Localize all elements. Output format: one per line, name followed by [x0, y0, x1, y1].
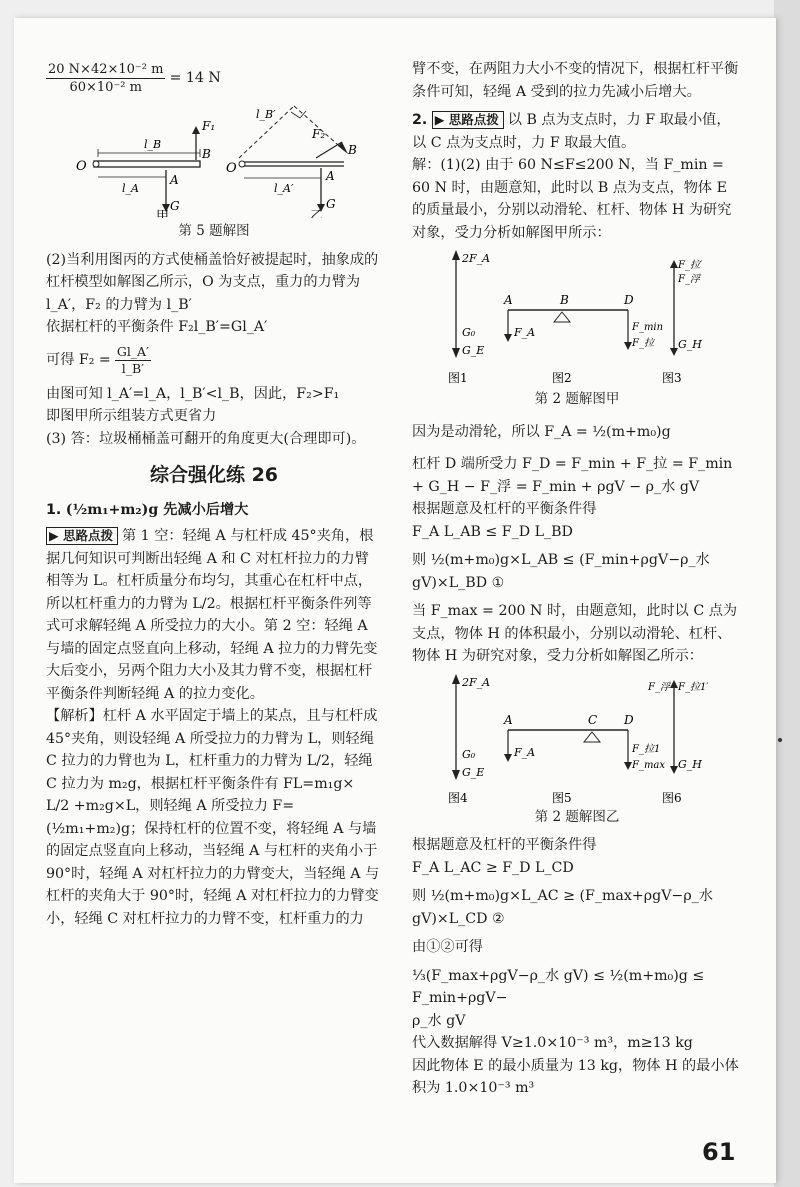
figA-FA: F_A: [514, 326, 536, 339]
q2-hint: [412, 109, 742, 154]
fig5-label-F2: F₂: [312, 127, 326, 141]
q1-hint-badge: ▶ 思路点拨: [46, 527, 118, 545]
figA-GH: G_H: [678, 338, 702, 351]
figure-2-jia-caption: 第 2 题解图甲: [534, 391, 620, 407]
left-paragraph-6: 即图甲所示组装方式更省力: [46, 408, 217, 424]
left-column: [46, 58, 382, 930]
fig5-label-Op: O: [226, 161, 237, 176]
q1-hint-text: 第 1 空：轻绳 A 与杠杆成 45°夹角，根据几何知识可判断出轻绳 A 和 C 对杠杆拉力的力臂相等为 L。杠杆质量分布均匀，其重心在杠杆中点，所以杠杆重力的力臂为 L/2。根据杠杆平衡条件列等式可求解轻绳 A 所受拉力的大小。第 2 空：轻绳 A 与墙的固定点竖直向上移动，轻绳 A 拉力的力臂先变大后变小，另两个阻力大小及其力臂不变，根据杠杆平衡条件判断轻绳 A 的拉力变化。: [46, 528, 378, 702]
right-line-1: 因为是动滑轮，所以 F_A = ½(m+m₀)g: [412, 423, 671, 440]
right-line-3: 根据题意及杠杆的平衡条件得: [412, 501, 597, 517]
right-line-8: F_A L_AC ≥ F_D L_CD: [412, 859, 574, 876]
eq-f2-numerator: Gl_A′: [116, 344, 149, 359]
right-line-9: 则 ½(m+m₀)g×L_AC ≥ (F_max+ρgV−ρ_水 gV)×L_CD ②: [412, 888, 713, 927]
q1-number: 1.: [46, 501, 62, 518]
figA-G0: G₀: [462, 326, 476, 339]
q1-hint-badge-label: 思路点拨: [62, 528, 113, 543]
figure-5-svg: [46, 98, 382, 218]
figure-2-yi-caption: 第 2 题解图乙: [534, 808, 620, 825]
fig5-label-lA: l_A: [122, 182, 139, 195]
figA-B: B: [560, 293, 569, 307]
fig5-label-lBp: l_B′: [256, 108, 276, 121]
q2-number: 2.: [412, 112, 428, 128]
figB-Fla1: F_拉1: [632, 743, 661, 755]
figure-5-caption: 第 5 题解图: [178, 223, 250, 239]
fig5-label-Gp: G: [326, 197, 336, 211]
right-column: [412, 58, 742, 1100]
q2-hint-badge-label: 思路点拨: [448, 112, 499, 127]
figA-t2: 图2: [552, 371, 572, 385]
figA-Fmin: F_min: [632, 322, 664, 333]
figB-2FA: 2F_A: [462, 675, 491, 689]
page-number: 61: [702, 1138, 736, 1166]
right-line-10: 由①②可得: [412, 939, 483, 955]
figB-t4: 图4: [448, 790, 468, 805]
left-paragraph-3: 依据杠杆的平衡条件 F₂l_B′=Gl_A′: [46, 319, 268, 335]
figure-2-jia-svg: [412, 244, 742, 392]
right-line-11: ⅓(F_max+ρgV−ρ_水 gV) ≤ ½(m+m₀)g ≤ F_min+ρgV−: [412, 967, 705, 1006]
left-equation-f2: [46, 339, 382, 383]
figB-t6: 图6: [662, 790, 682, 805]
q1-analysis: 【解析】杠杆 A 水平固定于墙上的某点，且与杠杆成 45°夹角，则设轻绳 A 所受拉力的力臂为 L，则轻绳 C 拉力的力臂也为 L，杠杆重力的力臂为 L/2，轻绳 C 拉力为 m₂g，根据杠杆平衡条件有 FL=m₁g× L/2 +m₂g×L，则轻绳 A 所受拉力 F=(½m₁+m₂)g；保持杠杆的位置不变，将轻绳 A 与墙的固定点竖直向上移动，当轻绳 A 与杠杆的夹角小于 90°时，轻绳 A 对杠杆拉力的力臂变大，当轻绳 A 与杠杆的夹角大于 90°时，轻绳 A 对杠杆拉力的力臂变小，轻绳 C 对杠杆拉力的力臂不变，杠杆重力的力: [46, 708, 380, 927]
fig5-label-F1: F₁: [202, 119, 216, 133]
left-paragraph-2: (2)当利用图丙的方式使桶盖恰好被提起时，抽象成的杠杆模型如解图乙所示，O 为支点，重力的力臂为 l_A′，F₂ 的力臂为 l_B′: [46, 251, 379, 313]
section-title: 综合强化练 26: [149, 464, 279, 486]
figB-GH: G_H: [678, 757, 702, 771]
right-line-12: ρ_水 gV: [412, 1012, 466, 1029]
figure-5: [46, 98, 382, 222]
right-line-4: F_A L_AB ≤ F_D L_BD: [412, 523, 573, 540]
right-line-6: 当 F_max = 200 N 时，由题意知，此时以 C 点为支点，物体 H 的体积最小，分别以动滑轮、杠杆、物体 H 为研究对象，受力分析如解图乙所示：: [412, 603, 738, 664]
fig5-label-A: A: [170, 173, 179, 187]
figA-GE: G_E: [462, 344, 485, 357]
fig5-label-O: O: [76, 159, 87, 174]
figA-Flap: F_拉′: [678, 260, 703, 271]
figB-Fla1p: F_拉1′: [678, 681, 709, 693]
q2-hint-text: 以 B 点为支点时，力 F 取最小值，以 C 点为支点时，力 F 取最大值。: [412, 112, 731, 151]
figA-D: D: [624, 293, 634, 307]
fig5-label-yi: 乙: [310, 209, 324, 218]
figB-GE: G_E: [462, 765, 485, 779]
figB-Fmax: F_max: [632, 759, 666, 771]
figB-Ffu: F_浮: [648, 681, 670, 693]
figB-FA: F_A: [514, 745, 536, 759]
figB-t5: 图5: [552, 790, 572, 805]
q2-solution-intro: 解：(1)(2) 由于 60 N≤F≤200 N，当 F_min = 60 N 时，由题意知，此时以 B 点为支点，物体 E 的质量最小，分别以动滑轮、杠杆、物体 H 为研究对象，受力分析如解图甲所示：: [412, 157, 732, 241]
figB-A: A: [504, 712, 513, 727]
figure-2-jia: [412, 244, 742, 394]
fig5-label-B: B: [202, 147, 211, 161]
fig5-label-lB: l_B: [144, 138, 162, 151]
figB-C: C: [588, 712, 598, 727]
figure-2-yi-svg: [412, 668, 742, 812]
fig5-label-jia: 甲: [156, 209, 170, 218]
right-line-7: 根据题意及杠杆的平衡条件得: [412, 837, 597, 853]
figure-2-yi: [412, 668, 742, 814]
eq-f2-prefix: 可得 F₂ =: [46, 352, 111, 369]
fig5-label-G: G: [170, 199, 180, 213]
right-line-5: 则 ½(m+m₀)g×L_AB ≤ (F_min+ρgV−ρ_水 gV)×L_BD ①: [412, 552, 710, 591]
page-edge-tab: [774, 0, 800, 1187]
figB-G0: G₀: [462, 747, 476, 761]
fig5-label-Bp: B: [348, 143, 357, 157]
eq-result: = 14 N: [169, 69, 221, 86]
q2-hint-badge: ▶ 思路点拨: [432, 111, 504, 129]
figA-A: A: [504, 293, 513, 307]
left-paragraph-5: 由图可知 l_A′=l_A，l_B′<l_B，因此，F₂>F₁: [46, 385, 340, 402]
q1-answer: (½m₁+m₂)g 先减小后增大: [65, 501, 249, 518]
figB-D: D: [624, 712, 634, 727]
right-line-13: 代入数据解得 V≥1.0×10⁻³ m³，m≥13 kg: [412, 1035, 693, 1051]
figA-t3: 图3: [662, 371, 682, 385]
eq-numerator: 20 N×42×10⁻² m: [48, 61, 164, 77]
fig5-label-Ap: A: [326, 169, 335, 183]
figA-t1: 图1: [448, 371, 468, 385]
fig5-label-lAp: l_A′: [274, 182, 294, 195]
eq-f2-denominator: l_B′: [121, 361, 145, 376]
margin-dot: [778, 738, 782, 742]
eq-denominator: 60×10⁻² m: [69, 79, 142, 95]
figA-Fla: F_拉: [632, 338, 654, 349]
figA-Ffu: F_浮: [678, 274, 700, 285]
q1-answer-line: [46, 499, 382, 522]
equation-f1: [46, 58, 382, 98]
right-line-2: 杠杆 D 端所受力 F_D = F_min + F_拉 = F_min + G_H − F_浮 = F_min + ρgV − ρ_水 gV: [412, 456, 733, 495]
q1-hint: [46, 525, 382, 705]
left-paragraph-7: (3) 答：垃圾桶桶盖可翻开的角度更大(合理即可)。: [46, 430, 366, 447]
figA-2FA: 2F_A: [462, 252, 491, 265]
right-line-14: 因此物体 E 的最小质量为 13 kg，物体 H 的最小体积为 1.0×10⁻³ m³: [412, 1057, 739, 1096]
right-continuation: 臂不变，在两阻力大小不变的情况下，根据杠杆平衡条件可知，轻绳 A 受到的拉力先减小后增大。: [412, 61, 739, 100]
